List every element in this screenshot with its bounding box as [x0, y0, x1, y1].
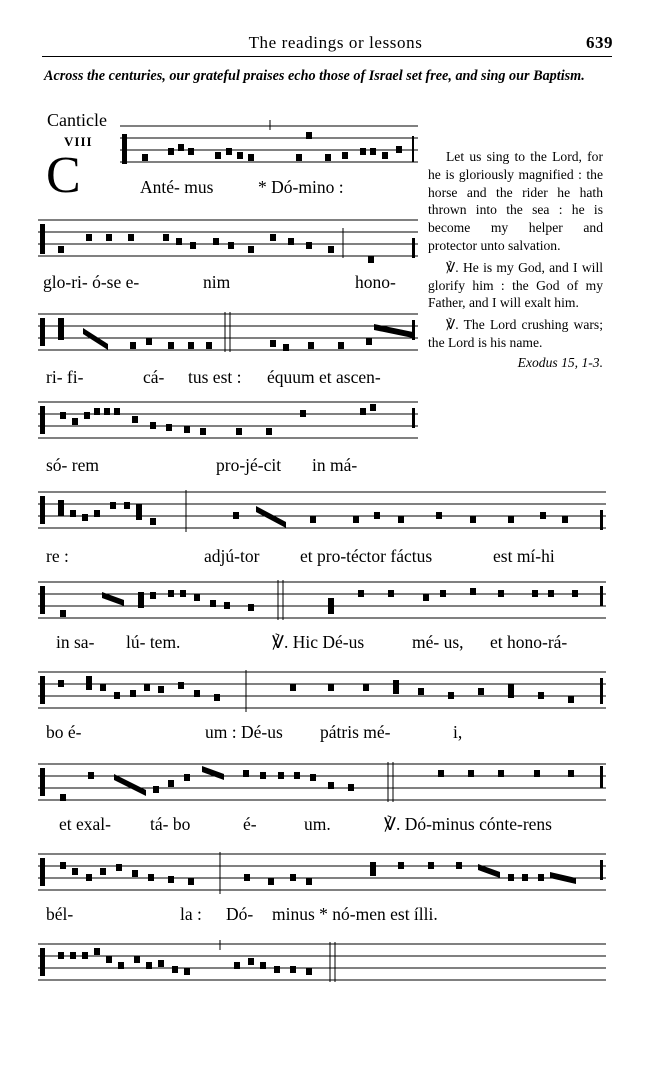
lyric-5-2: adjú-tor	[204, 546, 260, 566]
lyric-2-3: hono-	[355, 272, 396, 292]
staff-3	[38, 310, 418, 360]
lyric-6-5: et hono-rá-	[490, 632, 568, 652]
page-header	[0, 33, 671, 55]
lyric-8-2: tá- bo	[150, 814, 191, 834]
lyric-3-1: ri- fi-	[46, 367, 84, 387]
lyric-6-1: in sa-	[56, 632, 95, 652]
lyric-3-3: tus est :	[188, 367, 242, 387]
lyric-7-4: i,	[453, 722, 463, 742]
lyric-9-4: minus * nó-men est ílli.	[272, 904, 438, 924]
lyric-9-3: Dó-	[226, 904, 254, 924]
lyric-1-2: * Dó-mino :	[258, 177, 344, 197]
staff-5	[38, 488, 606, 538]
translation-block	[428, 148, 603, 372]
lyric-8-3: é-	[243, 814, 257, 834]
lyric-6-3: ℣. Hic Dé-us	[272, 632, 365, 652]
lyric-2-1: glo-ri- ó-se e-	[43, 272, 140, 292]
header-rule	[42, 56, 612, 57]
translation-paragraph-1: Let us sing to the Lord, for he is gloriously magnified : the horse and the rider he hath thrown into the sea : he is become my helper and protector unto salvation.	[428, 149, 603, 253]
translation-paragraph-2: ℣. He is my God, and I will glorify him : the God of my Father, and I will exalt him.	[428, 259, 603, 311]
page-number: 639	[586, 33, 613, 52]
lyric-3-2: cá-	[143, 367, 165, 387]
lyric-9-2: la :	[180, 904, 202, 924]
staff-7	[38, 668, 606, 718]
lyric-8-4: um.	[304, 814, 331, 834]
lyric-3-4: équum et ascen-	[267, 367, 381, 387]
mode-label: VIII	[64, 134, 93, 149]
lyric-1-1: Anté- mus	[140, 177, 214, 197]
lyric-4-3: in má-	[312, 455, 358, 475]
staff-1	[120, 118, 418, 170]
lyric-7-2: um : Dé-us	[205, 722, 283, 742]
lyric-4-2: pro-jé-cit	[216, 455, 282, 475]
scripture-reference: Exodus 15, 1-3.	[517, 354, 603, 370]
staff-4	[38, 398, 418, 446]
staff-9	[38, 850, 606, 900]
canticle-label: Canticle	[47, 110, 107, 130]
staff-8	[38, 760, 606, 810]
lyric-5-4: est mí-hi	[493, 546, 555, 566]
lyric-4-1: só- rem	[46, 455, 99, 475]
lyric-9-1: bél-	[46, 904, 74, 924]
lyric-2-2: nim	[203, 272, 231, 292]
lyric-5-3: et pro-téctor fáctus	[300, 546, 433, 566]
lyric-8-1: et exal-	[59, 814, 111, 834]
lyric-8-5: ℣. Dó-minus cónte-rens	[384, 814, 552, 834]
lyric-7-1: bo é-	[46, 722, 82, 742]
lyric-6-2: lú- tem.	[126, 632, 181, 652]
staff-6	[38, 578, 606, 626]
staff-2	[38, 214, 418, 268]
initial-letter: C	[46, 147, 81, 204]
lyric-5-1: re :	[46, 546, 69, 566]
translation-paragraph-3: ℣. The Lord crushing wars; the Lord is his name.	[428, 317, 603, 350]
intro-rubric: Across the centuries, our grateful praises echo those of Israel set free, and sing our Baptism.	[44, 68, 585, 84]
lyric-7-3: pátris mé-	[320, 722, 391, 742]
lyric-6-4: mé- us,	[412, 632, 464, 652]
staff-10	[38, 938, 606, 988]
page-title: The readings or lessons	[248, 33, 423, 52]
